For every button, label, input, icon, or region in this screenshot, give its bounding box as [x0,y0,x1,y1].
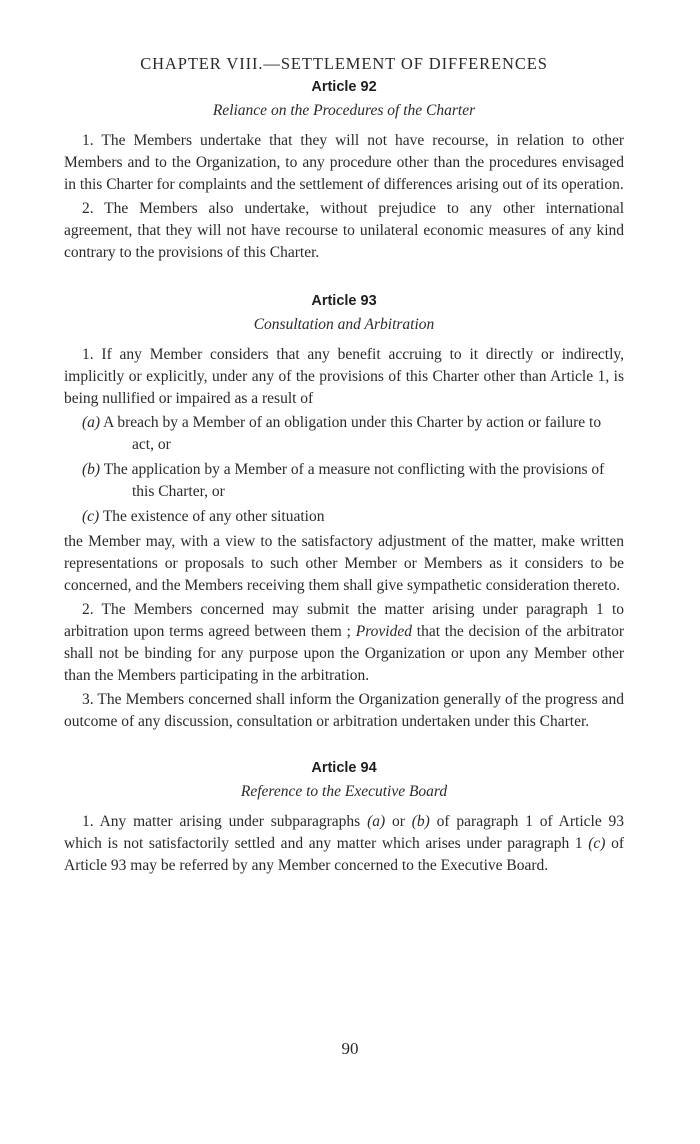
article-title: Article 93 [311,293,377,309]
list-item [64,506,624,528]
article-subtitle: Reference to the Executive Board [240,783,448,800]
item-text: The existence of any other situation [102,508,325,525]
document-page [64,52,624,879]
subparagraph-ref: (b) [411,813,430,830]
item-text: A breach by a Member of an obligation under this Charter by action or failure to act, or [103,414,602,453]
list-item [64,459,624,503]
paragraph [64,811,624,877]
subparagraph-ref: (c) [588,835,606,852]
subparagraph-ref: (a) [367,813,386,830]
item-label: (b) [82,461,101,478]
proviso-italic: Provided [355,623,412,640]
article-subtitle: Consultation and Arbitration [253,316,435,333]
article-subtitle: Reliance on the Procedures of the Charter [212,102,476,119]
paragraph: 2. The Members also undertake, without prejudice to any other international agreement, that they will not have recourse to unilateral economic measures of any kind contrary to the provisions of this Charter. [64,200,624,261]
page-number: 90 [341,1039,359,1058]
paragraph-text: of Article 93 may be referred by any Member concerned to the Executive Board. [64,835,625,874]
paragraph-text: of paragraph 1 of Article 93 which is not satisfactorily settled and any matter which arises under paragraph 1 [64,813,625,852]
article-92 [64,76,624,264]
list-item [64,412,624,456]
paragraph [64,599,624,687]
paragraph: 3. The Members concerned shall inform the Organization generally of the progress and outcome of any discussion, consultation or arbitration undertaken under this Charter. [64,691,624,730]
paragraph: 1. The Members undertake that they will not have recourse, in relation to other Members and to the Organization, to any procedure other than the procedures envisaged in this Charter for complaints and the settlement of differences arising out of its operation. [64,132,624,193]
paragraph-text: or [391,813,405,830]
article-title: Article 92 [311,79,377,95]
paragraph-text: 2. The Members concerned may submit the matter arising under paragraph 1 to arbitration upon terms agreed between them ; [64,601,624,640]
item-label: (c) [82,508,100,525]
paragraph-continuation: the Member may, with a view to the satisfactory adjustment of the matter, make written representations or proposals to such other Member or Members as it considers to be concerned, and the Members receiving them shall give sympathetic consideration thereto. [64,533,624,594]
article-93 [64,290,624,733]
paragraph: 1. If any Member considers that any benefit accruing to it directly or indirectly, implicitly or explicitly, under any of the provisions of this Charter other than Article 1, is being nullified or impaired as a result of [64,346,624,407]
item-text: The application by a Member of a measure not conflicting with the provisions of this Charter, or [103,461,605,500]
chapter-heading: CHAPTER VIII.—SETTLEMENT OF DIFFERENCES [140,54,548,73]
paragraph-text: that the decision of the arbitrator shall not be binding for any purpose upon the Organization or upon any Member other than the Members participating in the arbitration. [64,623,625,684]
article-title: Article 94 [311,760,377,776]
article-94 [64,757,624,877]
item-label: (a) [82,414,101,431]
paragraph-text: 1. Any matter arising under subparagraphs [82,813,361,830]
